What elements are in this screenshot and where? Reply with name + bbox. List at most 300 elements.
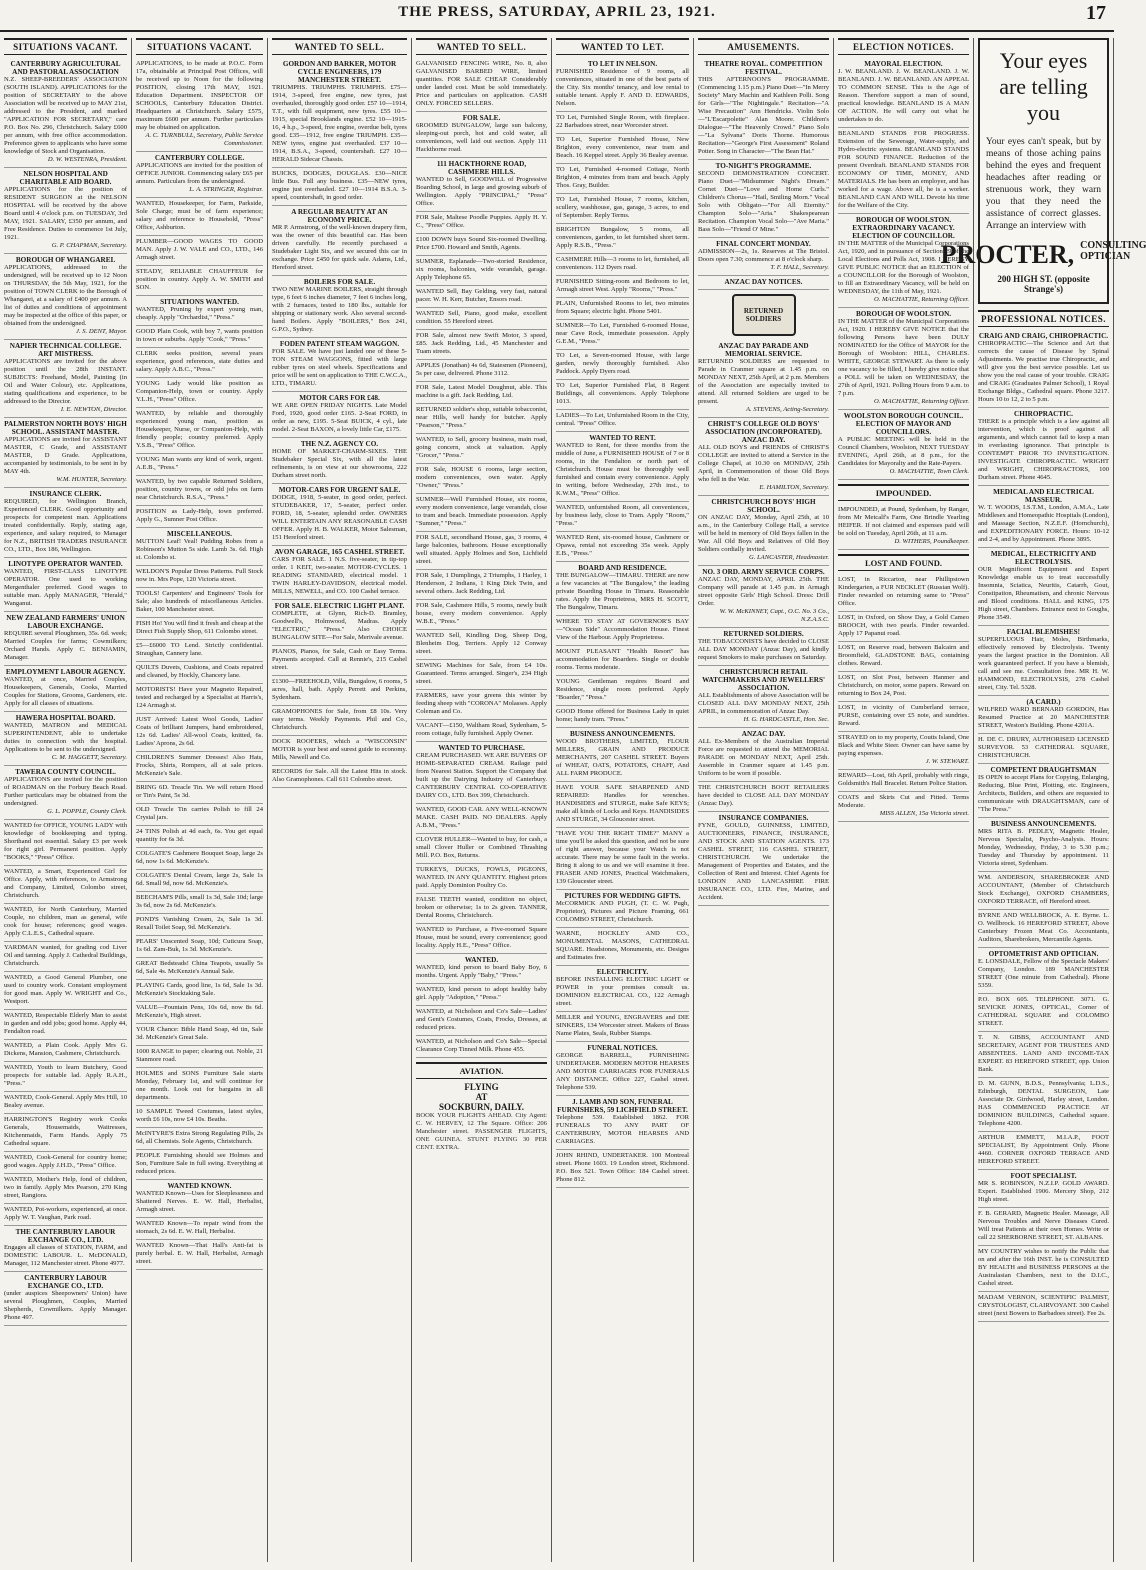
ad-signature: I. E. NEWTON, Director.	[60, 406, 127, 413]
ad-text: MILLER and YOUNG, ENGRAVERS and DIE SINKERS, 134 Worcester street. Makers of Brass Name Plates, Seals, Rubber Stamps.	[556, 1014, 689, 1037]
column-heading: AMUSEMENTS.	[698, 38, 829, 55]
procter-title	[1080, 240, 1146, 262]
classified-ad	[416, 308, 547, 330]
ad-text: 6ROOMED BUNGALOW, large sun balcony, sleeping-out porch, hot and cold water, all conveniences, well laid out section. Apply 111 Hackthorne road.	[416, 122, 547, 153]
classified-ad	[556, 1012, 689, 1042]
classified-ad	[136, 566, 263, 588]
ad-title: MISCELLANEOUS.	[167, 530, 232, 538]
classified-ad	[838, 770, 969, 792]
ad-text: FURNISHED Sitting-room and Bedroom to let, Armagh street West. Apply "Rooms," "Press."	[556, 278, 689, 293]
ad-text: BRIGHTON Bungalow, 5 rooms, all conveniences, garden, to let furnished short term. Apply R.S.B., "Press."	[556, 226, 689, 249]
ad-title: BOARD AND RESIDENCE.	[578, 564, 667, 572]
ad-text: WANTED Known—To repair wind from the stomach, 2s 6d. E. W. Hall, Herbalist.	[136, 1220, 263, 1235]
ad-text: WANTED, Pot-workers, experienced, at once. Apply W. T. Vaughan, Park road.	[4, 1206, 127, 1221]
ad-text: WELDON'S Popular Dress Patterns. Full Stock now in. Mrs Pope, 120 Victoria street.	[136, 568, 263, 583]
procter-optician-ad	[940, 38, 1146, 304]
ad-title: COMPETENT DRAUGHTSMAN	[990, 766, 1097, 774]
classified-ad	[698, 628, 829, 666]
ad-title: ANZAC DAY NOTICES.	[724, 278, 803, 286]
ad-text: TO Let, Furnished 4-roomed Cottage, North Brighton, 4 minutes from tram and beach. Apply Thos. Gray, Builder.	[556, 166, 689, 189]
classified-ad	[416, 494, 547, 532]
procter-name-row	[940, 232, 1146, 270]
ad-text: CLOVER HULLER—Wanted to buy, for cash, a small Clover Huller or Combined Thrashing Mill. P.O. Box, Returns.	[416, 836, 547, 859]
ad-title: CHRIST'S COLLEGE OLD BOYS' ASSOCIATION (INCORPORATED). ANZAC DAY.	[705, 420, 822, 444]
ad-text: 1000 RANGE to paper; clearing out. Noble, 21 Stanmore road.	[136, 1048, 263, 1063]
classified-ad	[698, 238, 829, 276]
classified-ad	[4, 1010, 127, 1040]
classified-ad	[136, 1218, 263, 1240]
ad-text: WANTED, Housekeeper, for Farm, Parkside, Sole Charge; must be of farm experience; salary and reference to Household, "Press" Office, Ashburton.	[136, 200, 263, 231]
classified-ad	[556, 432, 689, 502]
page-number: 17	[1086, 2, 1106, 24]
ad-text: FOR Sale, 1 Dumplings, 2 Triumphs, 1 Harley, 1 Henderson, 2 Indians, 1 King Dick Twin, and several others. Jack Redding, Ltd.	[416, 572, 547, 595]
classified-ad	[416, 600, 547, 630]
column-heading: SITUATIONS VACANT.	[136, 38, 263, 55]
ad-text: H. DE C. DRURY, AUTHORISED LICENSED SURVEYOR. 53 CATHEDRAL SQUARE, CHRISTCHURCH.	[978, 736, 1109, 759]
classified-ad	[136, 454, 263, 476]
ad-text: YOUNG Lady would like position as Companion-Help, town or country. Apply Y.L.H., "Press" Office.	[136, 380, 263, 403]
ad-text: WANTED, GOOD CAR. ANY WELL-KNOWN MAKE. CASH PAID. NO DEALERS. Apply A.B.M., "Press."	[416, 806, 547, 829]
classified-ad	[272, 206, 407, 276]
classified-ad	[556, 928, 689, 966]
ad-text: TO Let, Furnished Single Room, with fireplace. 22 Barbadoes street, near Worcester street.	[556, 114, 689, 129]
column-heading: WANTED TO SELL.	[416, 38, 547, 55]
ad-text: MUTTON Leaf! Veal! Pudding Robes from a Robinson's Mutton 5s side. Lamb 3s. 6d. High st. Colombo st.	[136, 538, 263, 561]
classified-ad	[416, 434, 547, 464]
ad-title: FINAL CONCERT MONDAY.	[716, 240, 811, 248]
procter-title-line: OPTICIAN	[1080, 251, 1131, 262]
classified-ad	[416, 234, 547, 256]
classified-ad	[556, 254, 689, 276]
ad-title: THE CANTERBURY LABOUR EXCHANGE CO., LTD.	[15, 1228, 116, 1244]
classified-ad	[4, 340, 127, 418]
classified-ad	[4, 766, 127, 820]
classified-ad	[698, 340, 829, 418]
ad-signature: A. C. TURNBULL, Secretary, Public Service Commissioner.	[145, 132, 263, 147]
aviation-line: FLYING	[464, 1082, 499, 1092]
ad-title: BOILERS FOR SALE.	[303, 278, 376, 286]
classified-ad	[4, 254, 127, 340]
classified-ad	[272, 392, 407, 438]
ad-title: NEW ZEALAND FARMERS' UNION LABOUR EXCHANGE.	[6, 614, 125, 630]
ad-title: CHRISTCHURCH BOYS' HIGH SCHOOL.	[711, 498, 816, 514]
ad-text: WANTED, kind person to adopt healthy baby girl. Apply "Adoption," "Press."	[416, 986, 547, 1001]
ad-text: SUPERFLUOUS Hair, Moles, Birthmarks, effectively removed by Electrolysis. Twenty years the largest practice in the Dominion. All work guaranteed perfect. If you have a blemish, call and see me. Consultation free. MR H. W. HAMMOND, ELECTROLYSIS, 278 Cashel street, City. Tel. 5328.	[978, 636, 1109, 691]
ad-signature: L. A. STRINGER, Registrar.	[189, 186, 263, 193]
ad-signature: MISS ALLEN, 15a Victoria street.	[879, 810, 969, 817]
ad-text: WANTED, Cook-General. Apply Mrs Hill, 10 Bealey avenue.	[4, 1094, 127, 1109]
ad-signature: D. WITHERS, Poundkeeper.	[894, 538, 969, 545]
ad-text: E. LONSDALE, Fellow of the Spectacle Makers' Company, London. 189 MANCHESTER STREET (One minute from Cathedral). Phone 5359.	[978, 958, 1109, 989]
ad-text: BYRNE AND WELLBROCK, A. E. Byrne. L. O. Wellbrock. 16 HEREFORD STREET, Above Canterbury Frozen Meat Co. Accountants, Auditors, Sharebrokers, Mercantile Agents.	[978, 912, 1109, 943]
classified-ad	[416, 690, 547, 720]
classified-ad	[4, 820, 127, 866]
classified-ad	[556, 164, 689, 194]
classified-ad	[4, 1092, 127, 1114]
classified-ad	[698, 58, 829, 160]
classified-ad	[136, 198, 263, 236]
ad-text: BRING 6D. Treacle Tin. We will return Hood or Tin's Paint, 5s 3d.	[136, 784, 263, 799]
classified-ad	[272, 546, 407, 600]
classified-ad	[838, 58, 969, 128]
ad-title: CANTERBURY AGRICULTURAL AND PASTORAL ASSOCIATION	[10, 60, 121, 76]
procter-address: 200 HIGH ST. (opposite Strange's)	[997, 274, 1090, 294]
ad-text: CASHMERE Hills—3 rooms to let, furnished, all conveniences. 112 Dyers road.	[556, 256, 689, 271]
classified-ad	[136, 892, 263, 914]
ad-text: MY COUNTRY wishes to notify the Public that on and after the 16th INST. he is CONSULTED BY HEALTH and BUSINESS PERSONS at the Australasian Chambers, next to the D.I.C., Cashel street.	[978, 1248, 1109, 1287]
classified-ad	[136, 1128, 263, 1150]
ad-text: WANTED, at Nicholson and Co's Sale—Ladies' and Gent's Costumes, Coats, Frocks, Dresses, at reduced prices.	[416, 1008, 547, 1031]
procter-title-line: CONSULTING	[1080, 240, 1146, 251]
classified-ad	[136, 714, 263, 752]
classified-ad	[136, 662, 263, 684]
classified-ad	[978, 910, 1109, 948]
ad-text: WANTED, unfurnished Room, all conveniences, by business lady, close to Tram. Apply "Room," "Press."	[556, 504, 689, 527]
ad-title: TO LET IN NELSON.	[587, 60, 658, 68]
ad-title: EMPLOYMENT LABOUR AGENCY.	[5, 668, 126, 676]
classified-ad	[416, 212, 547, 234]
ad-text: WANTED, Mother's Help, fond of children, two in family. Apply Mrs Pearson, 270 King street, Rangiora.	[4, 1176, 127, 1199]
ad-text: THERE is a principle which is a law against all intervention, which is proof against all arguments, and which cannot fail to keep a man in everlasting ignorance. That principle is CONTEMPT PRIOR TO INVESTIGATION. INVESTIGATE CHIROPRACTIC. WRIGHT and WRIGHT, CHIROPRACTORS, 100 Durham street. Phone 4645.	[978, 418, 1109, 481]
ad-text: WANTED, Pruning by expert young man, cheaply. Apply "Orchardist," "Press."	[136, 306, 263, 321]
ad-text: LOST, in vicinity of Cumberland terrace, PURSE, containing over £5 note, and sundries. Reward.	[838, 704, 969, 727]
classified-ad	[272, 276, 407, 338]
ad-title: BUSINESS ANNOUNCEMENTS.	[990, 820, 1097, 828]
classified-ad	[838, 642, 969, 672]
ad-text: HARRINGTON'S Registry work Cooks Generals, Housemaids, Waitresses, Kitchenmaids, Farm Hands. Apply 75 Cathedral square.	[4, 1116, 127, 1147]
ad-text: McCORMICK AND PUGH, (T. C. W. Pugh, Proprietor), Pictures and Picture Framing, 661 COLOMBO STREET, Christchurch.	[556, 900, 689, 923]
ad-title: OPTOMETRIST AND OPTICIAN.	[988, 950, 1099, 958]
classified-ad	[556, 782, 689, 828]
classified-ad	[416, 984, 547, 1006]
classified-ad	[136, 1002, 263, 1024]
classified-ad	[556, 676, 689, 706]
ad-title: INSURANCE COMPANIES.	[718, 814, 809, 822]
aviation-ad	[416, 1082, 547, 1112]
classified-ad	[978, 872, 1109, 910]
ad-text: F. B. GERARD, Magnetic Healer. Massage, All Nervous Troubles and Nerve Diseases Cured. Will treat Patients at their own Homes. Write or call 22 SHERBORNE STREET, ST. ALBANS.	[978, 1210, 1109, 1241]
classified-ad	[556, 502, 689, 532]
ad-text: COATS and Skirts Cut and Fitted. Terms Moderate.	[838, 794, 969, 809]
ad-title: TO-NIGHT'S PROGRAMME.	[715, 162, 812, 170]
classified-ad	[416, 630, 547, 660]
ad-text: TO Let, Furnished House, 7 rooms, kitchen, scullery, washhouse, gas, garage, 3 acres, to end of September. Reply Terms.	[556, 196, 689, 219]
classified-ad	[978, 626, 1109, 696]
ad-text: POND'S Vanishing Cream, 2s, Sale 1s 3d. Rexall Toilet Soap, 9d. McKenzie's.	[136, 916, 263, 931]
ad-text: TO Let, Superior Furnished Flat, 8 Regent Buildings, all conveniences. Apply Telephone 1013.	[556, 382, 689, 405]
classified-ad	[272, 338, 407, 392]
classified-ad	[136, 618, 263, 640]
classified-ad	[556, 410, 689, 432]
classified-ad	[4, 558, 127, 612]
ad-text: CARS FOR SALE. 1 N.S. five-seater, in tip-top order. 1 KEIT, two-seater. MOTOR-CYCLES. 1 READING STANDARD, electrical model. 1 TWIN HARLEY-DAVIDSON, electrical model. MILLS, NEWELL, and CO. 100 Cashel terrace.	[272, 556, 407, 595]
classified-ad	[272, 438, 407, 484]
classified-ad	[838, 792, 969, 822]
classified-ad	[4, 666, 127, 712]
ad-text: MR P. Armstrong, of the well-known drapery firm, was the owner of this beautiful car. Has been driven carefully. He recently purchased a Studebaker Light Six, and we secured this car in exchange. Price £450 for quick sale. Adams, Ltd., Hereford street.	[272, 224, 407, 271]
ad-text: Telephone 539. Established 1862. FOR FUNERALS TO ANY PART OF CANTERBURY, MOTOR HEARSES AND CARRIAGES.	[556, 1114, 689, 1145]
classified-ad	[416, 1036, 547, 1058]
ad-text: SUMNER—To Let, Furnished 6-roomed House, near Cave Rock, immediate possession. Apply G.E.M., "Press."	[556, 322, 689, 345]
ad-text: WANTED, at Nicholson and Co's Sale—Special Clearance Corp Tinned Milk. Phone 455.	[416, 1038, 547, 1053]
ad-text: HOME OF MARKET-CHARM-SIXES. THE Studebaker Special Six, with all the latest refinements, is on view at our showrooms, 222 Durham street north.	[272, 448, 407, 479]
ad-text: FOR SALE, secondhand House, gas, 3 rooms, 4 large balconies, bathroom. House exceptionally well situated. Apply Holmes and Son, Lichfield street.	[416, 534, 547, 565]
classified-ad	[978, 994, 1109, 1032]
ad-text: THE CHRISTCHURCH BOOT RETAILERS have decided to CLOSE ALL DAY MONDAY (Anzac Day).	[698, 784, 829, 807]
ad-text: VACANT—£150, Waltham Road, Sydenham, 5-room cottage, fully furnished. Apply Owner.	[416, 722, 547, 737]
classified-ad	[4, 712, 127, 766]
classified-ad	[838, 308, 969, 410]
classified-ad	[4, 1226, 127, 1272]
ad-text: WILFRED WARD BERNARD GORDON, Has Resumed Practice at 20 MANCHESTER STREET, Weston's Building. Phone 4201A.	[978, 706, 1109, 729]
classified-ad	[136, 266, 263, 296]
ad-text: WARNE, HOCKLEY AND CO., MONUMENTAL MASONS, CATHEDRAL SQUARE. Headstones, Monuments, etc. Designs and Estimates free.	[556, 930, 689, 961]
ad-title: (A CARD.)	[1026, 698, 1061, 706]
ad-text: OUR Magnificent Equipment and Expert Knowledge enable us to treat successfully Insomnia, Sciatica, Neuritis, Catarrh, Gout, Constipation, Rheumatism, and chronic Nervous and Blood conditions. HALL and KING, 175 High street, Chambers. Entrance next to Goughs, Phone 3549.	[978, 566, 1109, 621]
column-wanted-to-let	[552, 38, 694, 1562]
ad-text: HOLMES and SONS Furniture Sale starts Monday, February 1st, and will continue for one month. Look out for bargains in all departments.	[136, 1070, 263, 1101]
classified-ad	[4, 488, 127, 558]
ad-text: ANZAC DAY, MONDAY, APRIL 25th. THE Company will parade at 1.45 p.m. in Armagh street opposite Girls' High School. Dress: Drill Order.	[698, 576, 829, 607]
ad-signature: W.M. HUNTER, Secretary.	[56, 476, 127, 483]
ad-text: REQUIRED, for Wellington Branch, Experienced CLERK. Good opportunity and prospects for competent man. Applications treated confidentially. Reply, stating age, experience, and salary required, to Manager for N.Z., BRITISH TRADERS INSURANCE CO., LTD., Box 186, Wellington.	[4, 498, 127, 553]
classified-ad	[556, 706, 689, 728]
ad-text: APPLICATIONS are invited for the position of OFFICE JUNIOR. Commencing salary £65 per annum. Particulars from the undersigned.	[136, 162, 263, 185]
classified-ad	[136, 326, 263, 348]
ad-text: POSITION as Lady-Help, town preferred. Apply G., Sumner Post Office.	[136, 508, 263, 523]
classified-ad	[556, 646, 689, 676]
classified-ad	[838, 574, 969, 612]
classified-ad	[978, 408, 1109, 486]
ad-signature: H. G. HARDCASTLE, Hon. Sec.	[743, 716, 829, 723]
ad-signature: J. S. DENT, Mayor.	[76, 328, 127, 335]
ad-text: THE BUNGALOW—TIMARU. THERE are now a few vacancies at "The Bungalow," the leading private Boarding House in Timaru. Reasonable rates. Apply the Proprietress, MRS H. SCOTT, The Bungalow, Timaru.	[556, 572, 689, 611]
classified-ad	[136, 848, 263, 870]
classified-ad	[272, 58, 407, 168]
classified-ad	[978, 1078, 1109, 1132]
classified-ad	[136, 348, 263, 378]
classified-ad	[556, 320, 689, 350]
ad-text: MOTORISTS! Have your Magneto Repaired, tested and recharged by a Specialist at Harris's, 124 Armagh st.	[136, 686, 263, 709]
ad-text: VALUE—Fountain Pens, 10s 6d, now 8s 6d. McKenzie's, High street.	[136, 1004, 263, 1019]
ad-title: SITUATIONS WANTED.	[160, 298, 239, 306]
ad-text: McINTYRE'S Extra Strong Regulating Pills, 2s 6d, all Chemists. Sole Agents, Christchurch.	[136, 1130, 263, 1145]
ad-title: FODEN PATENT STEAM WAGGON.	[279, 340, 400, 348]
column-wanted-to-sell-2	[412, 38, 552, 1562]
ad-title: NAPIER TECHNICAL COLLEGE. ART MISTRESS.	[9, 342, 122, 358]
ad-text: QUILTS Duvets, Cushions, and Coats repaired and cleaned, by Hockly, Chancery lane.	[136, 664, 263, 679]
ad-text: IMPOUNDED, at Pound, Sydenham, by Ranger, from Mr Metcalf's Farm, One Brindle Yearling HEIFER. If not claimed and expenses paid will be sold on Tuesday, April 26th, at 11 a.m.	[838, 506, 969, 537]
ad-signature: D. W. WESTENRA, President.	[47, 156, 127, 163]
classified-ad	[4, 1040, 127, 1062]
ad-text: WHERE TO STAY AT GOVERNOR'S BAY—"Ocean Side" Accommodation House. Finest View of the Harbour. Apply Proprietress.	[556, 618, 689, 641]
ad-text: JUST Arrived: Latest Wool Goods, Ladies' Coats of brilliant Jumpers, hand embroidered, 12s 6d. Ladies' All-wool Coats, knitted, 6s. Ladies' Aprons, 2s 6d.	[136, 716, 263, 747]
column-heading: WANTED TO SELL.	[272, 38, 407, 55]
classified-ad	[556, 380, 689, 410]
classified-ad	[978, 818, 1109, 872]
column-situations-vacant-2	[132, 38, 268, 1562]
classified-ad	[4, 1114, 127, 1152]
ad-text: STRAYED on to my property, Coutts Island, One Black and White Steer. Owner can have same by paying expenses.	[838, 734, 970, 757]
ad-title: WANTED KNOWN.	[167, 1182, 232, 1190]
classified-ad	[416, 58, 547, 112]
classified-ad	[136, 236, 263, 266]
classified-ad	[136, 58, 263, 152]
classified-ad	[272, 676, 407, 706]
section-heading: IMPOUNDED.	[838, 484, 969, 501]
ad-text: FISH Ho! You will find it fresh and cheap at the Direct Fish Supply Shop, 611 Colombo street.	[136, 620, 263, 635]
ad-text: A PUBLIC MEETING will be held in the Council Chambers, Woolston, NEXT TUESDAY EVENING, April 26th, at 8 p.m., for the Candidates for Mayoralty and the Rate-Payers.	[838, 436, 969, 467]
classified-ad	[838, 504, 969, 550]
ad-text: GREAT Bedsteads! China Teapots, usually 5s 6d, Sale 4s. McKenzie's Annual Sale.	[136, 960, 263, 975]
classified-ad	[556, 134, 689, 164]
classified-ad	[136, 476, 263, 506]
classified-ad	[556, 966, 689, 1012]
classified-ad	[698, 728, 829, 782]
classified-ad	[136, 914, 263, 936]
ad-title: MOTOR CARS FOR £48.	[299, 394, 380, 402]
ad-text: WANTED Rent, six-roomed house, Cashmere or Opawa, rental not exceeding 35s week. Apply E.B., "Press."	[556, 534, 689, 557]
ad-text: WANTED, MATRON and MEDICAL SUPERINTENDENT, able to undertake duties in connection with the hospital. Applications to be sent to the undersigned.	[4, 722, 127, 753]
classified-ad	[136, 782, 263, 804]
classified-ad	[416, 894, 547, 924]
classified-ad	[978, 1246, 1109, 1292]
ad-text: SECOND DEMONSTRATION CONCERT. Piano Duet—"Midsummer Night's Dream." Cornet Duet—"Love and Home Curls." Children's Chorus—"Hail, Smiling Morn." Vocal Solo with Obligato—"For All Eternity." Champion Solo—"Aria." Shakespearean Recitation. Champion Vocal Solo—"Ave Maria." Bass Solo—"Friend O' Mine."	[698, 170, 829, 233]
ad-text: DOCK ROOFERS, which a "WISCONSIN" MOTOR is your best and surest guide to economy. Mills, Newell and Co.	[272, 738, 407, 761]
ad-text: W. T. WOODS, I.S.T.M., London, A.M.A., Late Middlesex and Homeopathic Hospitals (London), and Massage Section, N.Z.E.F. (Hornchurch), and EXPEDITIONARY FORCE. Hours: 10-12 and 2-4, and by Appointment. Phone 3895.	[978, 504, 1109, 543]
ad-title: THEATRE ROYAL. COMPETITION FESTIVAL.	[704, 60, 823, 76]
ad-text: TRIUMPHS. TRIUMPHS. TRIUMPHS. £75—1914, 3-speed, free engine, new tyres, just overhauled, thoroughly good order. £57 10—1914, T.T., with full equipment, new tyres. £55 10—1915, special Brooklands engine. £52 10—1915-16, 4 h.p., 3-speed, free engine, overdue belt, tyres good. £35—1912, free engine TRIUMPH. £35—NEW tyres, engine just overhauled. £37 10—1914, B.S.A., 3-speed, countershaft. £27 10—HERALD Sidecar Chassis.	[272, 84, 407, 163]
ad-text: GALVANISED FENCING WIRE, No. 8, also GALVANISED BARBED WIRE, limited quantities. FOR SALE CHEAP. Considerably under landed cost. Must be sold immediately. Price and particulars on application. CASH ONLY. FORCED SELLERS.	[416, 60, 547, 107]
classified-ad	[978, 1032, 1109, 1078]
ad-text: MRS RITA B. PEDLEY, Magnetic Healer, Nervous Specialist, Psycho-Analysis. Hours: Monday, Wednesday, Friday, 3 to 5.30 p.m.; Tuesday and Thursday by appointment. 11 Victoria street, Sydenham.	[978, 828, 1109, 867]
ad-text: CLERK seeks position, several years experience, good references, state duties and salary. Apply A.B.C., "Press."	[136, 350, 263, 373]
ad-text: FOR Sale, HOUSE 6 rooms, large section, modern conveniences, own water. Apply "Owner," "Press."	[416, 466, 547, 489]
ad-text: P.O. BOX 605. TELEPHONE 3071. G. SEVICKE JONES, OPTICAL, Corner of CATHEDRAL SQUARE and COLOMBO STREET.	[978, 996, 1109, 1027]
classified-ad	[556, 1042, 689, 1096]
ad-title: ELECTRICITY.	[596, 968, 649, 976]
ad-title: MAYORAL ELECTION.	[864, 60, 943, 68]
ad-text: SUMNER, Esplanade—Two-storied Residence, six rooms, balconies, wide verandah, garage. Apply Telephone 65.	[416, 258, 547, 281]
ad-text: WANTED Known—That Hall's Anti-fat is purely herbal. E. W. Hall, Herbalist, Armagh street.	[136, 1242, 263, 1265]
classified-ad	[556, 224, 689, 254]
ad-title: FUNERAL NOTICES.	[587, 1044, 658, 1052]
ad-text: WANTED, for North Canterbury, Married Couple, no children, man as general, wife cook for house; references; good wages. Apply C.L.E.S., Cathedral square.	[4, 906, 127, 937]
classified-ad	[4, 58, 127, 168]
classified-ad	[4, 904, 127, 942]
classified-ad	[978, 696, 1109, 734]
ad-text: APPLICATIONS, to be made at P.O.C. Form 17a, obtainable at Principal Post Offices, will be received up to Noon for the following POSITION, closing 17th MAY, 1921. Education Department. INSPECTOR OF SCHOOLS, Canterbury Education District. Headquarters at Christchurch. Salary £575, maximum £600 per annum. Further particulars may be obtained on application.	[136, 60, 263, 131]
column-heading: WANTED TO LET.	[556, 38, 689, 55]
classified-ad	[556, 58, 689, 112]
ad-text: "HAVE YOU THE RIGHT TIME?" MANY a time you'll be asked this question, and not be sure of right answer, because your Watch is not accurate. There may be some fault in the works. Bring it along to us and we will examine it free. FRASER AND JONES, Practical Watchmakers, 139 Gloucester street.	[556, 830, 689, 885]
classified-ad	[698, 496, 829, 566]
classified-ad	[272, 168, 407, 206]
ad-title: WANTED TO PURCHASE.	[438, 744, 525, 752]
classified-ad	[416, 804, 547, 834]
ad-text: YOUNG Gentleman requires Board and Residence, single room preferred. Apply "Boarder," "Press."	[556, 678, 689, 701]
classified-ad	[272, 484, 407, 546]
classified-ad	[978, 734, 1109, 764]
ad-text: D. M. GUNN, B.D.S., Pennsylvania; L.D.S., Edinburgh, DENTAL SURGEON, Late Associate Dr. Girdwood, Harley street, London. HAS COMMENCED PRACTICE AT DOMINION BUILDINGS, Cathedral square. Telephone 4200.	[978, 1080, 1109, 1127]
ad-text: ALL Establishments of above Association will be CLOSED ALL DAY MONDAY NEXT, 25th APRIL, in commemoration of Anzac Day.	[698, 692, 829, 715]
ad-title: TAWERA COUNTY COUNCIL.	[15, 768, 116, 776]
ad-text: WE ARE OPEN FRIDAY NIGHTS. Late Model Ford, 1920, good order £165. 2-Seat FORD, in order as new, £195. 5-Seat BUICK, 4 cyl., late model. 2-Seat BAXON, a lovely little Car, £175.	[272, 402, 407, 433]
section-heading: LOST AND FOUND.	[838, 554, 969, 571]
ad-text: WANTED Sell, Bay Gelding, very fast, natural pacer. W. H. Kerr, Butcher, Ensors road.	[416, 288, 547, 303]
ad-signature: G. LANCASTER, Headmaster.	[748, 554, 829, 561]
ad-text: YOUR Chance: Bible Hand Soap, 4d tin, Sale 3d. McKenzie's Great Sale.	[136, 1026, 263, 1041]
classified-ad	[4, 418, 127, 488]
classified-ad	[272, 766, 407, 788]
ad-title: BOROUGH OF WOOLSTON.	[855, 310, 952, 318]
classified-ad	[416, 570, 547, 600]
classified-ad	[4, 1204, 127, 1226]
classified-ad	[272, 600, 407, 646]
ad-signature: C. M. HAGGETT, Secretary.	[51, 754, 127, 761]
classified-ad	[272, 736, 407, 766]
ad-text: BEANLAND STANDS FOR PROGRESS. Extension of the Sewerage, Water-supply, and Hydro-electric systems. BEANLAND STANDS FOR SOUND FINANCE. Reduction of the present Overdraft. BEANLAND STANDS FOR ECONOMY OF TIME, MONEY, AND MATERIALS. He has been an employer, and has worked for a wage. Above all, he is a worker. BEANLAND CAN AND WILL Devote his time for the Welfare of the City.	[838, 130, 969, 209]
ad-text: 24 TINS Polish at 4d each, 6s. You get equal quantity for 6s 3d.	[136, 828, 263, 843]
classified-ad	[416, 720, 547, 742]
ad-text: APPLICATIONS are invited for ASSISTANT MASTER, C Grade, and ASSISTANT MASTER, D Grade. Applications, accompanied by testimonials, to be sent in by MAY 4th.	[4, 436, 127, 475]
column-situations-vacant	[0, 38, 132, 1562]
ad-title: WANTED TO RENT.	[589, 434, 656, 442]
ad-text: FALSE TEETH wanted, condition no object, broken or otherwise; 1s to 2s given. TANNER, Dental Rooms, Christchurch.	[416, 896, 547, 919]
ad-text: FOR Sale, Maltese Poodle Puppies. Apply H. Y. C., "Press" Office.	[416, 214, 547, 229]
ad-signature: O. MACHATTIE, Town Clerk.	[889, 468, 969, 475]
classified-ad	[838, 128, 969, 214]
ad-text: TO Let, Superior Furnished House, New Brighton, every convenience, near tram and Beach. 16 Keppel street. Apply 36 Bealey avenue.	[556, 136, 689, 159]
procter-name: PROCTER,	[940, 240, 1075, 269]
ad-text: IN THE MATTER of the Municipal Corporations Act, 1920, and in pursuance of Section 29 of the Local Elections and Polls Act, 1908. I HEREBY GIVE PUBLIC NOTICE that an ELECTION of a COUNCILLOR for the Borough of Woolston, to fill an Extraordinary Vacancy, will be held on WEDNESDAY, the 11th of May, 1921.	[838, 240, 970, 295]
classified-ad	[4, 866, 127, 904]
classified-ad	[4, 972, 127, 1010]
ad-text: WANTED, Youth to learn Butchery, Good prospects for suitable lad. Apply R.A.H., "Press."	[4, 1064, 127, 1087]
ad-text: £5—£6000 TO Lend. Strictly confidential. Straughan, Cannery lane.	[136, 642, 263, 657]
ad-title: ANZAC DAY PARADE AND MEMORIAL SERVICE.	[718, 342, 809, 358]
ad-text: PIANOS, Pianos, for Sale, Cash or Easy Terms. Payments accepted. Call at Rennie's, 215 Cashel street.	[272, 648, 407, 671]
ad-text: £100 DOWN buys Sound Six-roomed Dwelling. Price £700. Howard and Smith, Agents.	[416, 236, 547, 251]
ad-text: FOR Sale, Latest Model Doughnut, able. This machine is a gift. Jack Redding, Ltd.	[416, 384, 547, 399]
ad-title: BOROUGH OF WHANGAREI.	[15, 256, 116, 264]
classified-ad	[556, 1096, 689, 1150]
ad-title: BUSINESS ANNOUNCEMENTS.	[569, 730, 676, 738]
ad-title: NELSON HOSPITAL AND CHARITABLE AID BOARD.	[19, 170, 112, 186]
ad-text: FURNISHED Residence of 9 rooms, all conveniences, situated in one of the best parts of the City. Six months' tenancy, and low rental to suitable tenant. Apply F. AND D. EDWARDS, Nelson.	[556, 68, 689, 107]
ad-title: AVON GARAGE, 165 CASHEL STREET.	[274, 548, 405, 556]
ad-text: YARDMAN wanted, for grading cod Liver Oil and tanning. Apply J. Cathedral Buildings, Christchurch.	[4, 944, 127, 967]
ad-text: WOOD BROTHERS, LIMITED, FLOUR MILLERS, GRAIN AND PRODUCE MERCHANTS, 207 CASHEL STREET. Buyers of WHEAT, OATS, POTATOES, CHAFF, And ALL FARM PRODUCE.	[556, 738, 689, 777]
ad-signature: O. MACHATTIE, Returning Officer.	[874, 296, 969, 303]
classified-ad	[136, 640, 263, 662]
aviation-line: AT	[475, 1092, 488, 1102]
ad-title: FACIAL BLEMISHES!	[1006, 628, 1081, 636]
ad-signature: J. W. STEWART.	[925, 758, 969, 765]
ad-title: PICTURES FOR WEDDING GIFTS.	[564, 892, 681, 900]
classified-ad	[416, 660, 547, 690]
ad-signature: T. F. HALL, Secretary.	[770, 264, 829, 271]
classified-ad	[978, 486, 1109, 548]
ad-text: WANTED, Respectable Elderly Man to assist in garden and odd jobs; good home. Apply 44, Fendalton road.	[4, 1012, 127, 1035]
ad-text: COLGATE'S Cashmere Bouquet Soap, large 2s 6d, now 1s 6d. McKenzie's.	[136, 850, 263, 865]
classified-ad	[136, 408, 263, 454]
aviation-text: BOOK YOUR FLIGHTS AHEAD. City Agent: C. W. HERVEY, 12 The Square. Office: 206 Manchester street. PASSENGER FLIGHTS, ONE GUINEA. STUNT FLYING 30 PER CENT. EXTRA.	[416, 1112, 547, 1151]
ad-text: £1300—FREEHOLD, Villa, Bungalow, 6 rooms, 5 acres, hall, bath. Apply Perrett and Perkins, Sydenham.	[272, 678, 407, 701]
classified-ad	[978, 330, 1109, 408]
classified-ad	[978, 548, 1109, 626]
classified-ad	[698, 782, 829, 812]
